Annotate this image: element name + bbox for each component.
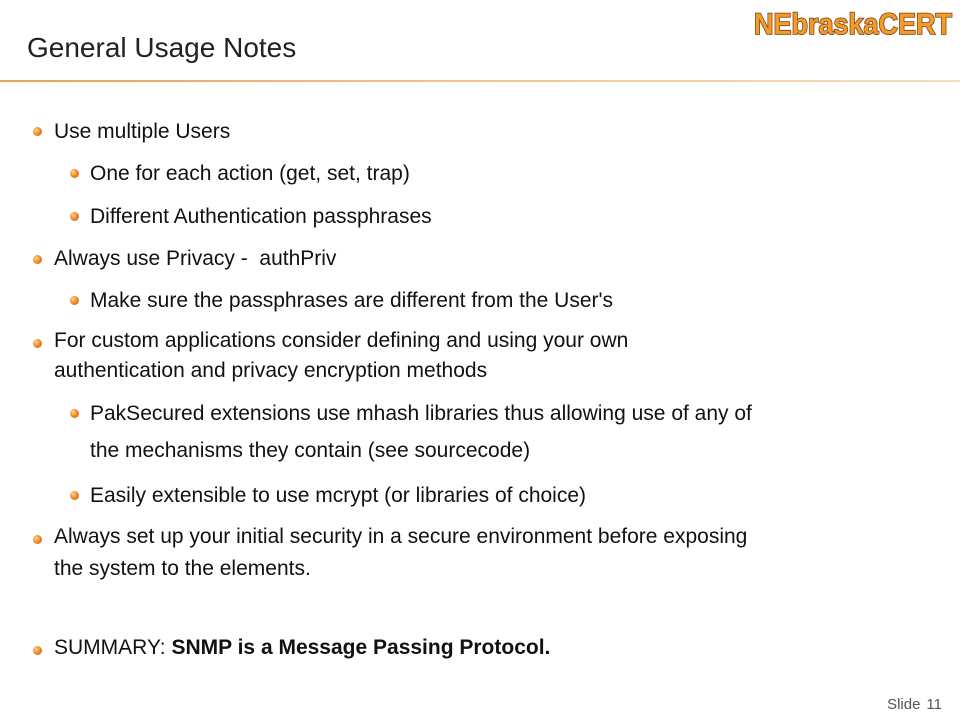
bullet-icon [33, 646, 42, 655]
bullet-item-line: authentication and privacy encryption methods [54, 359, 488, 382]
bullet-icon [33, 535, 42, 544]
bullet-subitem: Different Authentication passphrases [90, 205, 432, 228]
slide-number-label: Slide [887, 696, 921, 713]
bullet-subitem: Easily extensible to use mcrypt (or libraries of choice) [90, 484, 587, 507]
bullet-icon [33, 255, 42, 264]
bullet-item: Always use Privacy - authPriv [54, 247, 337, 270]
bullet-subitem-line: the mechanisms they contain (see sourcecode) [90, 439, 531, 462]
slide-number [887, 696, 942, 713]
bullet-item-line: Always set up your initial security in a secure environment before exposing [54, 525, 748, 548]
bullet-icon [33, 339, 42, 348]
bullet-subitem: Make sure the passphrases are different from the User's [90, 289, 614, 312]
page-title: General Usage Notes [27, 32, 297, 63]
bullet-item-line: For custom applications consider defining and using your own [54, 329, 629, 352]
slide-number-value: 11 [926, 696, 942, 713]
bullet-icon [70, 212, 79, 221]
bullet-icon [33, 127, 42, 136]
bullet-icon [70, 296, 79, 305]
bullet-subitem-line: PakSecured extensions use mhash libraries thus allowing use of any of [90, 402, 752, 425]
summary-text: SNMP is a Message Passing Protocol. [171, 636, 551, 659]
bullet-item-line: the system to the elements. [54, 557, 311, 580]
bullet-icon [70, 409, 79, 418]
bullet-item: Use multiple Users [54, 120, 231, 143]
logo-text: NEbraskaCERT [754, 8, 952, 41]
bullet-item-summary [54, 633, 550, 663]
bullet-icon [70, 169, 79, 178]
bullet-subitem: One for each action (get, set, trap) [90, 162, 410, 185]
summary-label: SUMMARY: [54, 636, 172, 659]
bullet-icon [70, 491, 79, 500]
